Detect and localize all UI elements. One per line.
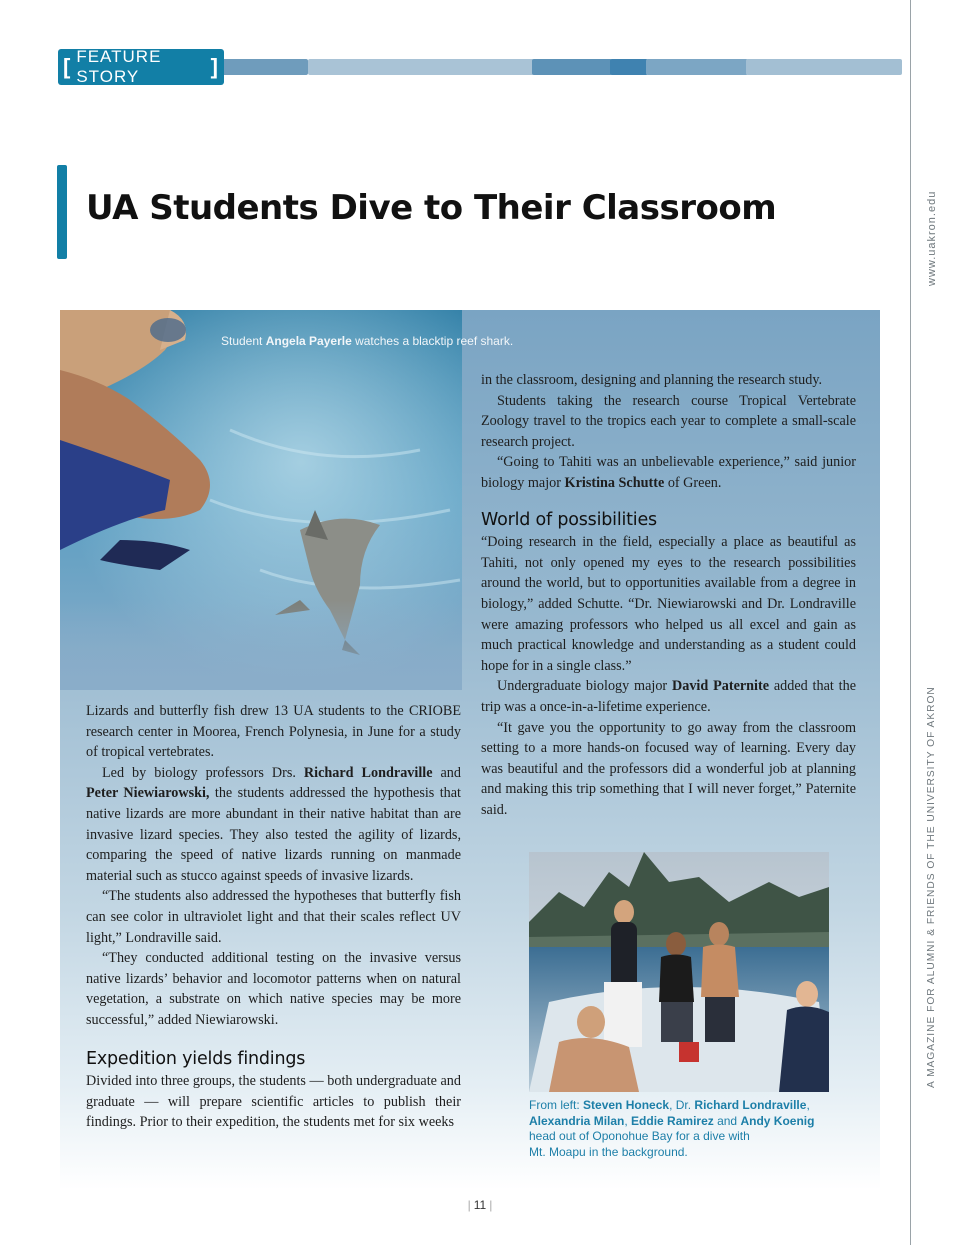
section-heading: World of possibilities: [481, 509, 657, 530]
person-name: Eddie Ramirez: [631, 1113, 714, 1128]
text: From left:: [529, 1098, 584, 1112]
band-segment: [746, 59, 902, 75]
boat-caption: [529, 1098, 829, 1160]
paragraph: Divided into three groups, the students — both undergraduate and graduate — will prepare scientific articles to publish their findings. Prior to their expedition, the students met for six weeks: [86, 1073, 461, 1131]
photo-caption: [221, 334, 513, 348]
paragraph: [481, 676, 856, 717]
paragraph: “They conducted additional testing on the invasive versus native lizards’ behavior and locomotor patterns when on natural vegetation, a substrate on which native species may be more successful,” added Niewiarowski.: [86, 950, 461, 1028]
person-name: Peter Niewiarowski,: [86, 785, 210, 802]
article-title: UA Students Dive to Their Classroom: [86, 188, 777, 228]
title-accent-bar: [57, 165, 67, 259]
text: the students addressed the hypothesis that native lizards are more abundant in their native habitat than are invasive lizard species. They also tested the agility of lizards, comparing the speed of native lizards running on manmade material such as stucco against speeds of invasive lizards.: [86, 785, 461, 884]
text: added that the trip was a once-in-a-lifetime experience.: [481, 678, 856, 715]
band-segment: [308, 59, 534, 75]
band-segment: [646, 59, 748, 75]
divider: |: [489, 1198, 493, 1212]
divider: |: [467, 1198, 471, 1212]
right-column: [481, 370, 856, 820]
magazine-tagline: A MAGAZINE FOR ALUMNI & FRIENDS OF THE UNIVERSITY OF AKRON: [926, 686, 937, 1088]
band-segment: [532, 59, 612, 75]
text: ,: [624, 1113, 632, 1128]
text: “Going to Tahiti was an unbelievable experience,” said junior biology major: [481, 454, 856, 491]
person-name: David Paternite: [671, 678, 770, 695]
paragraph: “It gave you the opportunity to go away from the classroom setting to a more hands-on focused way of learning. Every day was beautiful and the professors did a wonderful job at planning and making this trip something that I will never forget,” Paternite said.: [481, 719, 856, 818]
text: , Dr.: [669, 1098, 695, 1112]
paragraph: [86, 763, 461, 887]
page-number: [0, 1198, 960, 1212]
paragraph: Lizards and butterfly fish drew 13 UA students to the CRIOBE research center in Moorea, French Polynesia, in June for a study of tropical vertebrates.: [86, 703, 461, 761]
paragraph: “Doing research in the field, especially a place as beautiful as Tahiti, not only opened my eyes to the research possibilities around the world, but to opportunities available from a degree in biology,” added Schutte. “Dr. Niewiarowski and Dr. Londraville were amazing professors who helped us all excel and gain as much practical knowledge and understanding as a student could hope for in a single class.”: [481, 534, 856, 674]
bracket-open: [: [63, 54, 72, 79]
text: and: [713, 1113, 741, 1128]
paragraph: Students taking the research course Tropical Vertebrate Zoology travel to the tropics each year to complete a small-scale research project.: [481, 392, 856, 450]
left-column: [86, 701, 461, 1133]
page-number-value: 11: [473, 1198, 487, 1212]
section-label: FEATURE STORY: [76, 47, 162, 86]
person-name: Andy Koenig: [740, 1113, 815, 1128]
paragraph: “The students also addressed the hypotheses that butterfly fish can see color in ultraviolet light and that their scales reflect UV light,” Londraville said.: [86, 888, 461, 946]
section-tab: [58, 49, 224, 85]
band-segment: [222, 59, 308, 75]
text: ,: [806, 1098, 810, 1112]
band-segment: [610, 59, 648, 75]
caption-text: watches a blacktip reef shark.: [351, 334, 514, 348]
section-heading: Expedition yields findings: [86, 1048, 306, 1069]
caption-name: Angela Payerle: [265, 334, 352, 348]
text: head out of Oponohue Bay for a dive with Mt. Moapu in the background.: [529, 1129, 750, 1159]
boat-illustration: [529, 852, 829, 1092]
caption-text: Student: [221, 334, 266, 348]
text: and: [432, 764, 461, 781]
website-url: www.uakron.edu: [926, 190, 938, 286]
photo-fade: [60, 600, 462, 690]
paragraph: in the classroom, designing and planning the research study.: [481, 372, 823, 388]
person-name: Richard Londraville: [694, 1098, 807, 1112]
text: of Green.: [664, 474, 722, 491]
person-name: Richard Londraville: [303, 764, 433, 781]
person-name: Alexandria Milan: [529, 1113, 625, 1128]
margin-rule: [910, 0, 911, 1245]
paragraph: [481, 452, 856, 493]
text: Led by biology professors Drs.: [102, 764, 304, 781]
text: Undergraduate biology major: [497, 678, 672, 695]
person-name: Kristina Schutte: [564, 474, 665, 491]
boat-photo: [529, 852, 829, 1092]
person-name: Steven Honeck: [583, 1098, 670, 1112]
bracket-close: ]: [210, 54, 219, 79]
